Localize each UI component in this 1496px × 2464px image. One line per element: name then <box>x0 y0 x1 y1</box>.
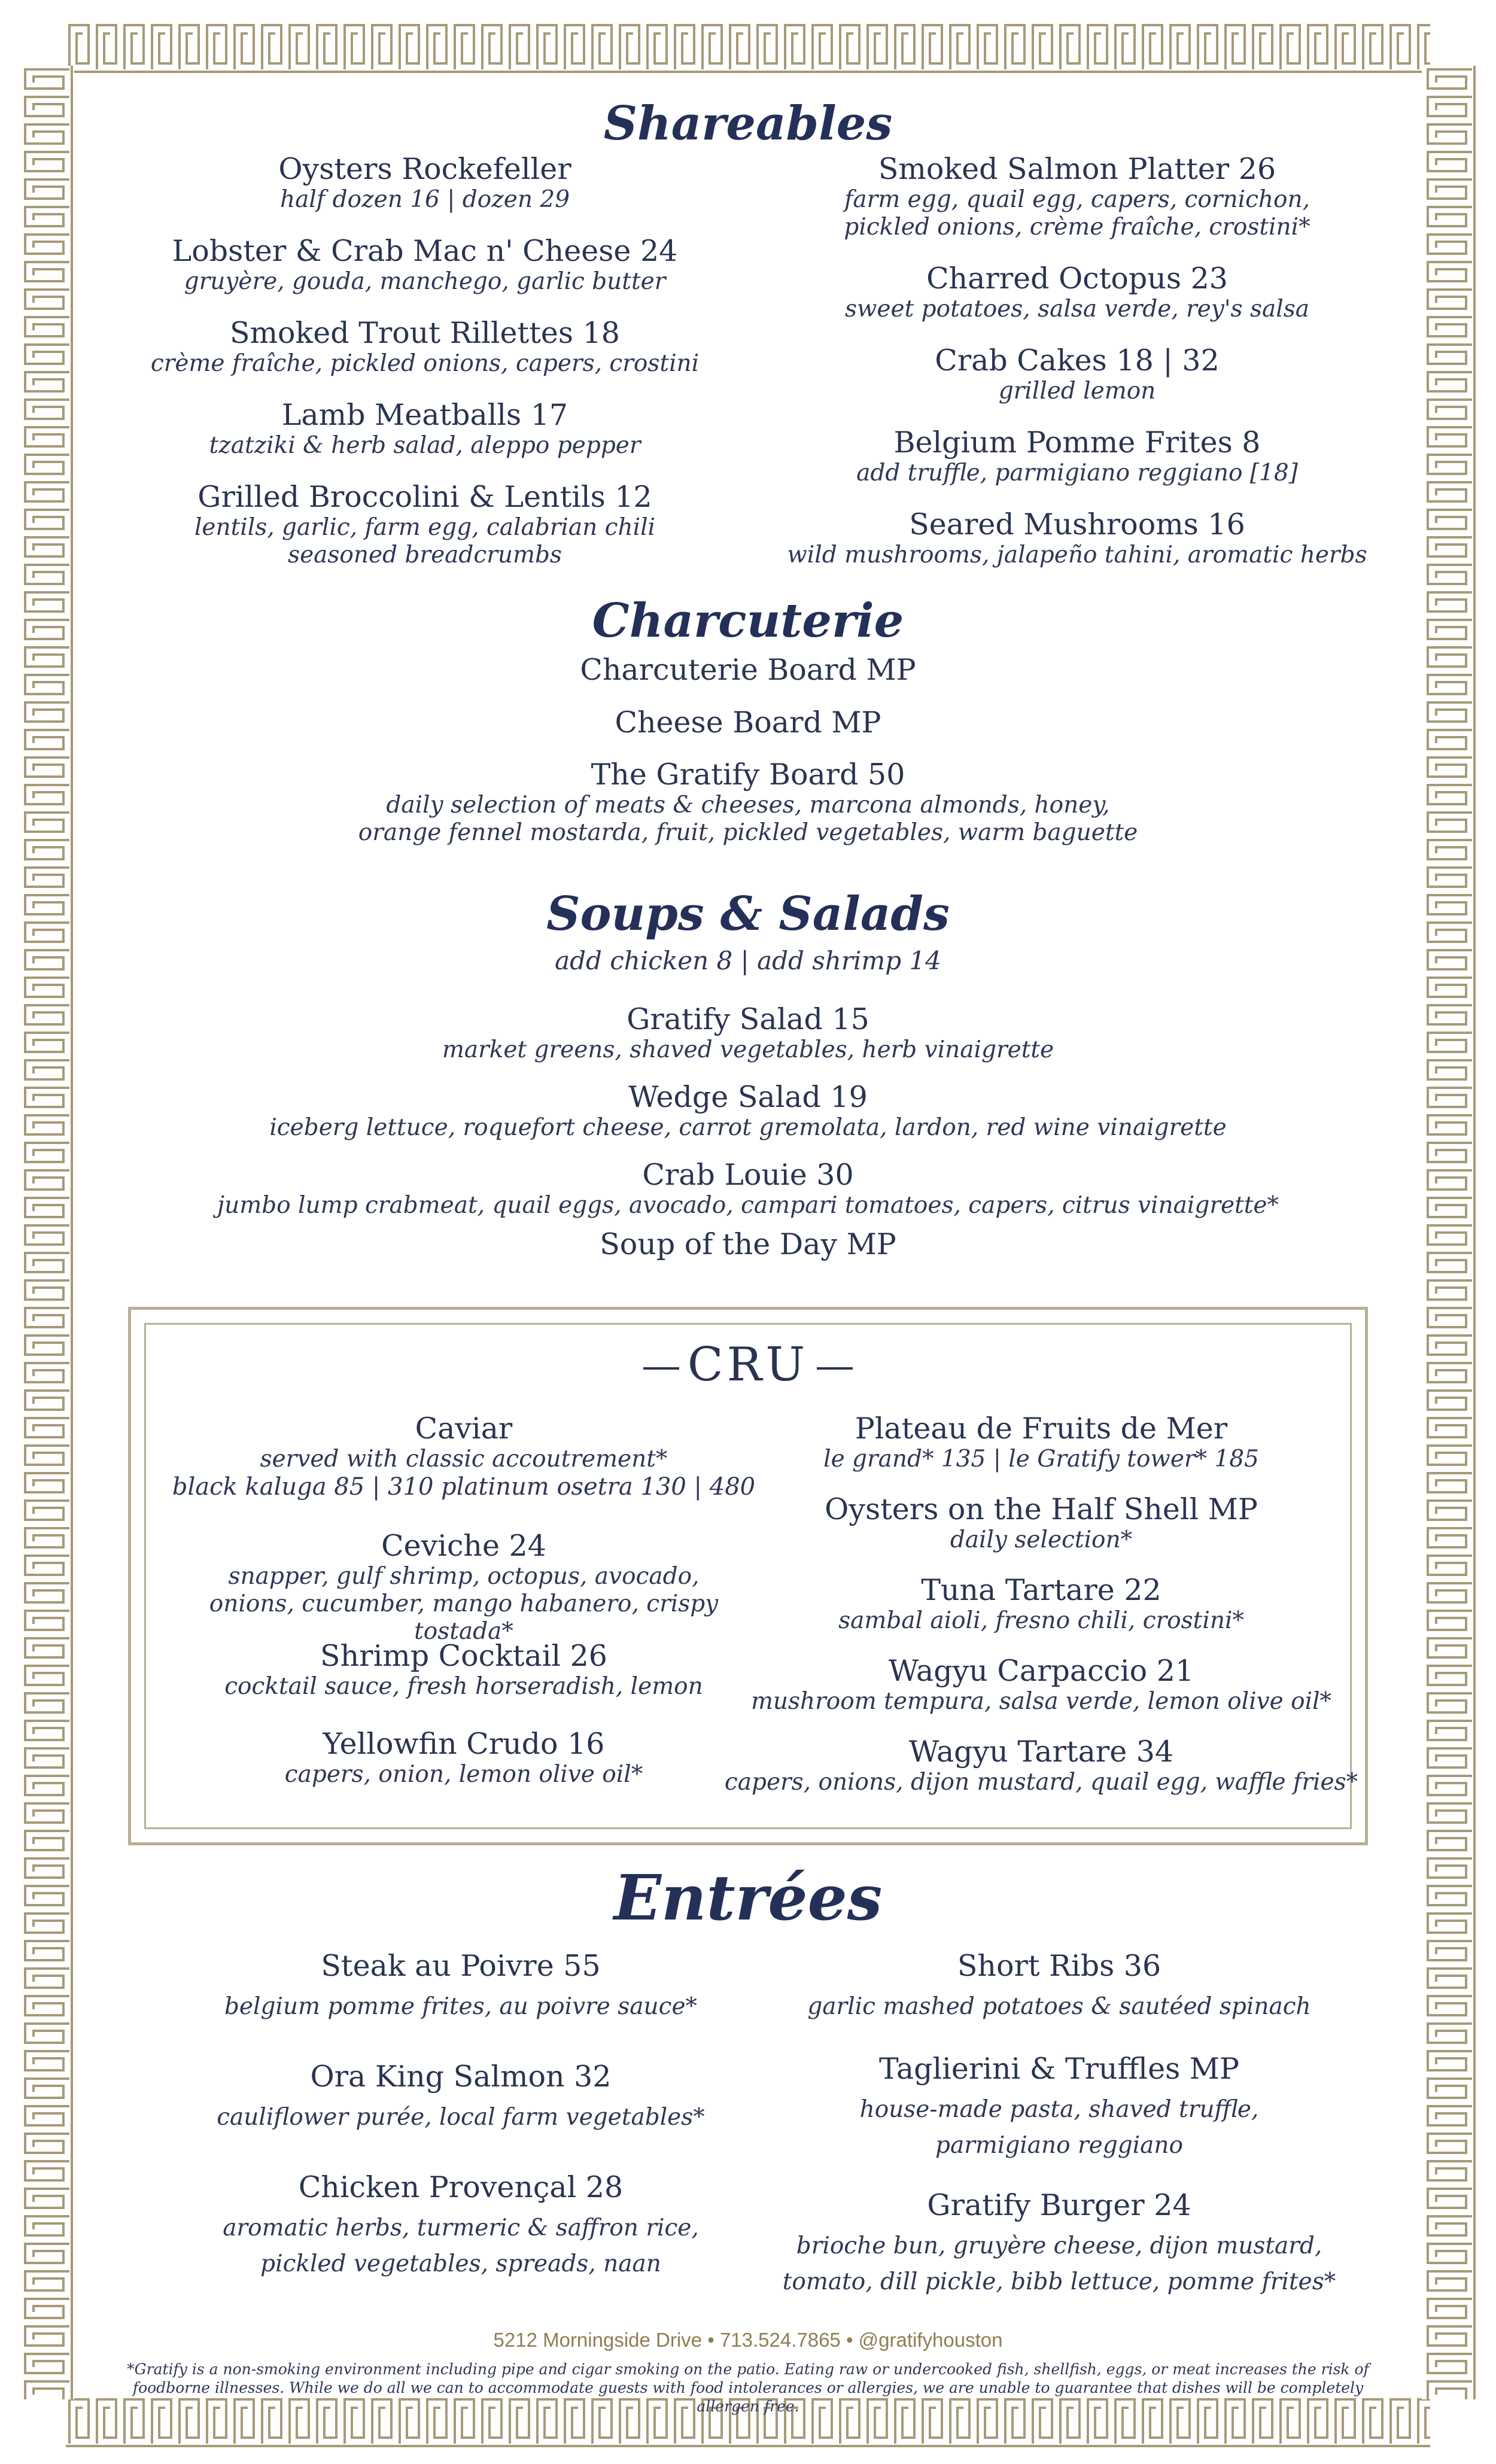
menu-item <box>162 1727 766 1788</box>
item-name: Crab Cakes 18 | 32 <box>935 343 1220 378</box>
menu-item <box>718 1654 1364 1715</box>
entrees-title: Entrées <box>613 1861 883 1934</box>
item-name: Grilled Broccolini & Lentils 12 <box>197 480 652 514</box>
item-desc: market greens, shaved vegetables, herb vinaigrette <box>442 1036 1054 1063</box>
item-desc: iceberg lettuce, roquefort cheese, carrot gremolata, lardon, red wine vinaigrette <box>269 1114 1227 1141</box>
menu-item <box>754 1949 1364 2025</box>
item-name: Cheese Board MP <box>615 705 881 740</box>
item-name: Lobster & Crab Mac n' Cheese 24 <box>172 234 678 268</box>
cru-left-column <box>162 1412 766 1831</box>
menu-item <box>718 1574 1364 1635</box>
menu-item <box>718 1735 1364 1796</box>
cru-title-text: CRU <box>687 1338 809 1392</box>
item-desc: add truffle, parmigiano reggiano [18] <box>856 460 1298 486</box>
menu-item <box>180 706 1316 740</box>
item-desc: farm egg, quail egg, capers, cornichon, <box>844 186 1310 213</box>
soups-salads-title: Soups & Salads <box>546 887 950 941</box>
item-name: Seared Mushrooms 16 <box>909 507 1245 542</box>
menu-item <box>120 480 730 569</box>
item-name: Gratify Burger 24 <box>927 2188 1191 2222</box>
item-desc: house-made pasta, shaved truffle, <box>859 2096 1259 2123</box>
greek-key-border-left <box>19 66 74 2399</box>
item-desc: orange fennel mostarda, fruit, pickled vegetables, warm baguette <box>358 819 1138 846</box>
menu-item <box>754 426 1400 487</box>
shareables-title: Shareables <box>603 96 893 151</box>
item-name: Ora King Salmon 32 <box>310 2060 612 2094</box>
menu-item <box>180 758 1316 847</box>
item-name: Belgium Pomme Frites 8 <box>893 425 1261 460</box>
item-name: Short Ribs 36 <box>957 1949 1161 1983</box>
item-name: Caviar <box>415 1412 513 1446</box>
disclaimer-line: *Gratify is a non-smoking environment including pipe and cigar smoking on the patio. Eating raw or undercooked fish, shellfish, eggs, or meat increases the risk of <box>127 2360 1369 2378</box>
item-desc: sambal aioli, fresno chili, crostini* <box>838 1607 1244 1634</box>
item-desc: pickled onions, crème fraîche, crostini* <box>844 214 1310 241</box>
item-desc: capers, onion, lemon olive oil* <box>284 1761 643 1788</box>
footer-address: 5212 Morningside Drive • 713.524.7865 • @gratifyhouston <box>493 2329 1003 2351</box>
item-desc: served with classic accoutrement* <box>260 1446 668 1473</box>
item-desc: wild mushrooms, jalapeño tahini, aromatic herbs <box>787 542 1367 568</box>
menu-item <box>754 508 1400 569</box>
addons-text: add chicken 8 | add shrimp 14 <box>555 946 941 975</box>
item-name: Oysters Rockefeller <box>278 152 571 186</box>
item-desc: daily selection* <box>950 1526 1133 1553</box>
charcuterie-title: Charcuterie <box>592 594 904 648</box>
item-desc: parmigiano reggiano <box>935 2132 1183 2159</box>
item-name: Chicken Provençal 28 <box>298 2170 624 2204</box>
item-desc: onions, cucumber, mango habanero, crispy tostada* <box>209 1590 719 1645</box>
item-name: Shrimp Cocktail 26 <box>320 1639 607 1673</box>
item-desc: brioche bun, gruyère cheese, dijon mustard, <box>796 2232 1322 2259</box>
item-desc: grilled lemon <box>998 378 1156 404</box>
item-desc: cauliflower purée, local farm vegetables* <box>217 2104 705 2131</box>
entrees-left-column <box>162 1949 760 2320</box>
menu-item <box>754 153 1400 241</box>
menu-item <box>180 1003 1316 1064</box>
item-name: Crab Louie 30 <box>642 1158 854 1192</box>
item-name: Lamb Meatballs 17 <box>281 398 568 432</box>
soups-addons <box>180 945 1316 977</box>
item-name: Plateau de Fruits de Mer <box>855 1412 1228 1446</box>
title-dash <box>817 1367 853 1370</box>
item-name: Wagyu Tartare 34 <box>908 1735 1174 1769</box>
item-name: Tuna Tartare 22 <box>921 1573 1161 1607</box>
item-name: Ceviche 24 <box>381 1529 546 1563</box>
item-desc: gruyère, gouda, manchego, garlic butter <box>184 268 666 295</box>
item-desc: black kaluga 85 | 310 platinum osetra 130 | 480 <box>172 1473 756 1501</box>
menu-item <box>180 1158 1316 1219</box>
item-name: Oysters on the Half Shell MP <box>825 1492 1258 1526</box>
item-desc: daily selection of meats & cheeses, marcona almonds, honey, <box>386 792 1110 819</box>
item-desc: crème fraîche, pickled onions, capers, crostini <box>150 350 700 377</box>
entrees-right-column <box>754 1949 1364 2320</box>
shareables-right-column <box>754 153 1400 583</box>
item-name: The Gratify Board 50 <box>591 758 905 792</box>
item-desc: aromatic herbs, turmeric & saffron rice, <box>223 2214 699 2241</box>
item-desc: half dozen 16 | dozen 29 <box>279 186 570 213</box>
item-desc: mushroom tempura, salsa verde, lemon olive oil* <box>750 1688 1332 1715</box>
menu-item <box>754 344 1400 405</box>
menu-item <box>120 153 730 214</box>
cru-right-column <box>718 1412 1364 1831</box>
menu-item <box>180 1228 1316 1261</box>
greek-key-border-right <box>1422 66 1477 2399</box>
disclaimer-line: foodborne illnesses. While we do all we can to accommodate guests with food intolerances or allergies, we are unable to guarantee that dishes will be completely allergen free. <box>132 2379 1364 2415</box>
item-desc: capers, onions, dijon mustard, quail egg, waffle fries* <box>724 1769 1358 1796</box>
item-desc: garlic mashed potatoes & sautéed spinach <box>807 1993 1311 2020</box>
item-desc: cocktail sauce, fresh horseradish, lemon <box>224 1673 703 1700</box>
item-desc: tzatziki & herb salad, aleppo pepper <box>209 432 641 459</box>
item-name: Soup of the Day MP <box>600 1227 896 1261</box>
item-name: Gratify Salad 15 <box>627 1002 869 1036</box>
item-name: Smoked Salmon Platter 26 <box>878 152 1276 186</box>
shareables-left-column <box>120 153 730 583</box>
item-desc: belgium pomme frites, au poivre sauce* <box>224 1993 698 2020</box>
menu-item <box>754 262 1400 323</box>
menu-item <box>754 2052 1364 2164</box>
item-name: Charred Octopus 23 <box>926 261 1228 296</box>
item-desc: sweet potatoes, salsa verde, rey's salsa <box>845 296 1309 323</box>
item-name: Smoked Trout Rillettes 18 <box>230 316 620 350</box>
item-name: Steak au Poivre 55 <box>321 1949 601 1983</box>
item-name: Yellowfin Crudo 16 <box>323 1727 605 1761</box>
item-desc: snapper, gulf shrimp, octopus, avocado, <box>228 1563 700 1590</box>
item-desc: jumbo lump crabmeat, quail eggs, avocado, campari tomatoes, capers, citrus vinaigrette* <box>217 1192 1279 1219</box>
item-name: Wagyu Carpaccio 21 <box>888 1654 1194 1688</box>
item-name: Wedge Salad 19 <box>628 1080 868 1114</box>
menu-item <box>162 1949 760 2025</box>
menu-item <box>718 1493 1364 1554</box>
greek-key-border-top <box>66 19 1430 74</box>
menu-item <box>162 2060 760 2136</box>
cru-title <box>0 1338 1496 1392</box>
menu-item <box>120 235 730 296</box>
item-name: Taglierini & Truffles MP <box>879 2052 1239 2086</box>
menu-item <box>162 1529 766 1645</box>
title-dash <box>643 1367 679 1370</box>
menu-item <box>180 1081 1316 1142</box>
menu-item <box>180 653 1316 687</box>
item-desc: pickled vegetables, spreads, naan <box>260 2250 661 2277</box>
item-name: Charcuterie Board MP <box>580 653 916 687</box>
menu-item <box>718 1412 1364 1473</box>
item-desc: lentils, garlic, farm egg, calabrian chili <box>194 514 656 541</box>
menu-item <box>162 2171 760 2282</box>
menu-item <box>120 399 730 460</box>
item-desc: le grand* 135 | le Gratify tower* 185 <box>823 1446 1259 1473</box>
item-desc: seasoned breadcrumbs <box>288 542 562 568</box>
menu-item <box>162 1639 766 1701</box>
menu-item <box>120 317 730 378</box>
menu-item <box>162 1412 766 1501</box>
footer-disclaimer <box>108 2360 1388 2416</box>
menu-item <box>754 2189 1364 2300</box>
item-desc: tomato, dill pickle, bibb lettuce, pomme frites* <box>782 2268 1336 2295</box>
